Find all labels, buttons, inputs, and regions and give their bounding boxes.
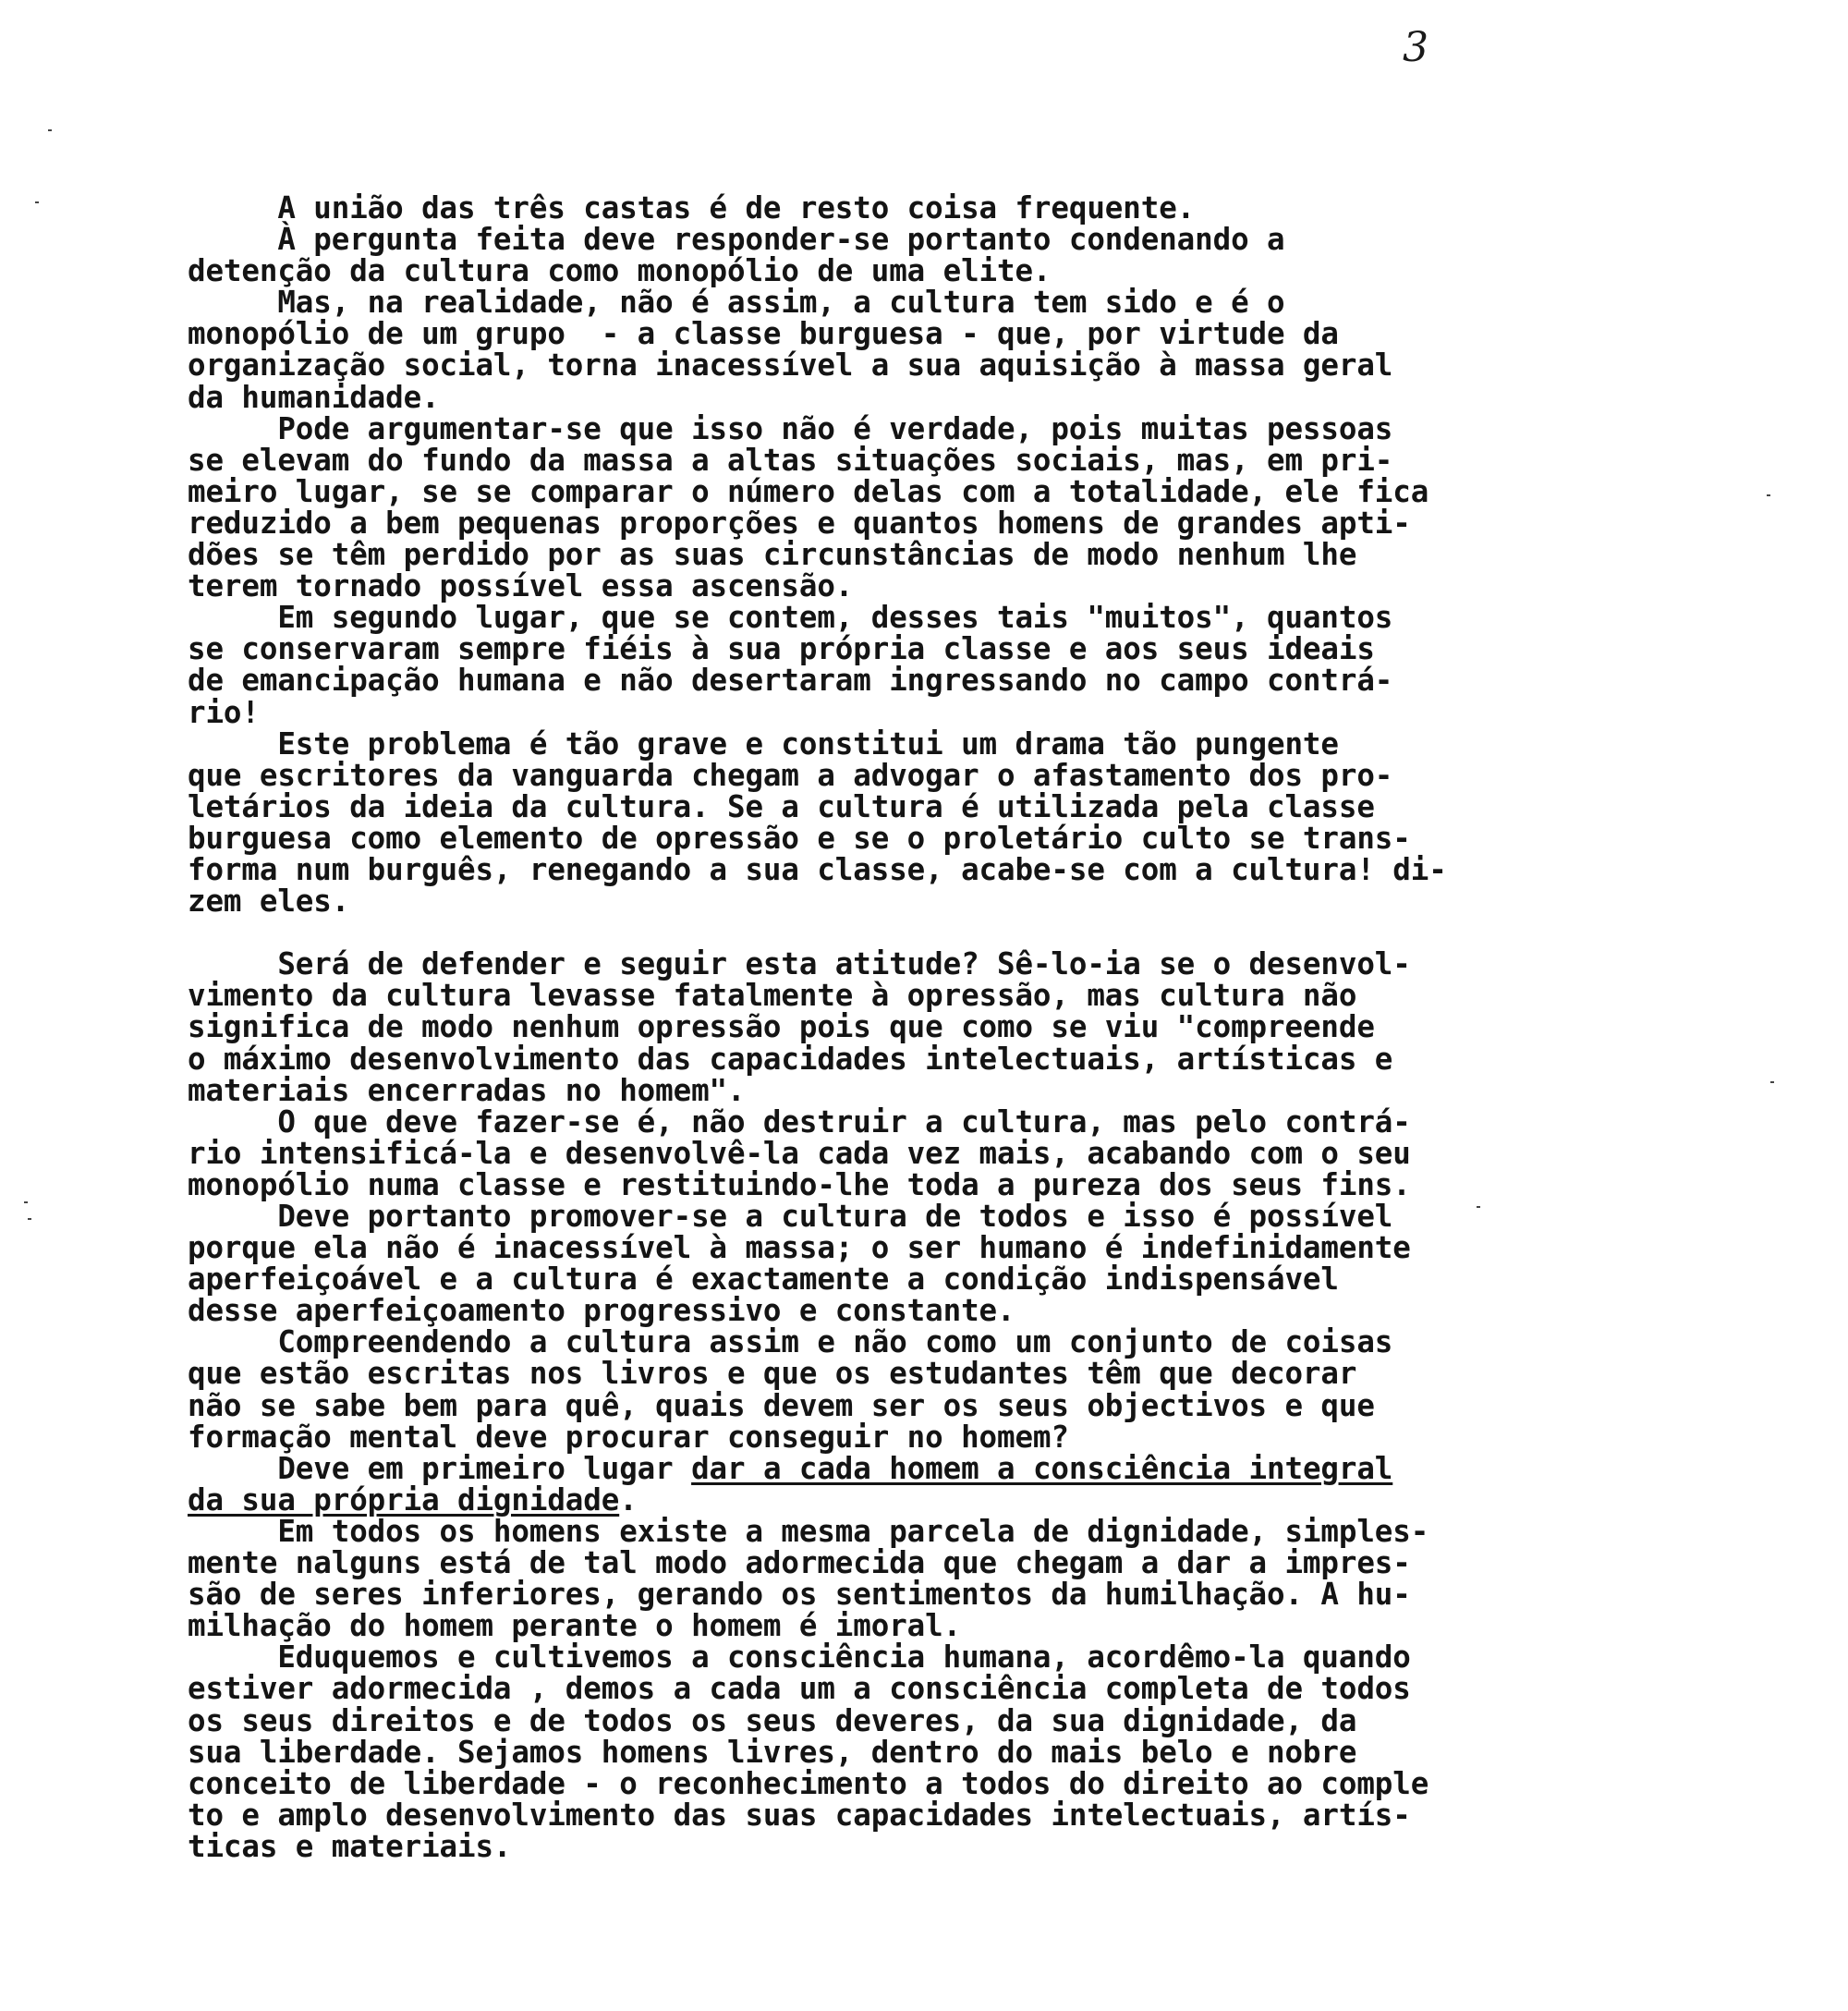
text-line: estiver adormecida , demos a cada um a consciência completa de todos xyxy=(188,1671,1411,1707)
text-line: se elevam do fundo da massa a altas situações sociais, mas, em pri- xyxy=(188,442,1393,478)
text-line: aperfeiçoável e a cultura é exactamente a condição indispensável xyxy=(188,1261,1339,1298)
text-line: desse aperfeiçoamento progressivo e constante. xyxy=(188,1293,1015,1329)
line-suffix: . xyxy=(619,1481,638,1517)
underlined-text-line xyxy=(188,1481,1777,1517)
text-line: letários da ideia da cultura. Se a cultura é utilizada pela classe xyxy=(188,788,1375,824)
text-line: formação mental deve procurar conseguir no homem? xyxy=(188,1419,1069,1455)
text-line: forma num burguês, renegando a sua classe, acabe-se com a cultura! di- xyxy=(188,851,1447,887)
underlined-text-line xyxy=(188,1450,1777,1486)
text-line: o máximo desenvolvimento das capacidades intelectuais, artísticas e xyxy=(188,1041,1393,1077)
underlined-phrase: da sua própria dignidade xyxy=(188,1481,620,1517)
text-line: reduzido a bem pequenas proporções e quantos homens de grandes apti- xyxy=(188,505,1411,541)
text-line: significa de modo nenhum opressão pois que como se viu "compreende xyxy=(188,1009,1375,1045)
text-line: Este problema é tão grave e constitui um drama tão pungente xyxy=(188,725,1339,762)
text-line: são de seres inferiores, gerando os sentimentos da humilhação. A hu- xyxy=(188,1577,1411,1613)
text-line: Em segundo lugar, que se contem, desses tais "muitos", quantos xyxy=(188,600,1393,636)
text-line: milhação do homem perante o homem é imoral. xyxy=(188,1608,962,1644)
text-line: porque ela não é inacessível à massa; o ser humano é indefinidamente xyxy=(188,1230,1411,1266)
text-line: materiais encerradas no homem". xyxy=(188,1072,746,1108)
text-line: À pergunta feita deve responder-se portanto condenando a xyxy=(188,222,1285,258)
text-line: Mas, na realidade, não é assim, a cultura tem sido e é o xyxy=(188,285,1285,321)
blank-line xyxy=(188,917,1777,948)
text-line: ticas e materiais. xyxy=(188,1828,512,1864)
text-line: monopólio de um grupo - a classe burguesa - que, por virtude da xyxy=(188,316,1339,352)
scan-speck xyxy=(35,201,39,203)
text-line: meiro lugar, se se comparar o número delas com a totalidade, ele fica xyxy=(188,473,1429,509)
text-line: conceito de liberdade - o reconhecimento a todos do direito ao comple xyxy=(188,1765,1429,1801)
page-number: 3 xyxy=(1403,24,1429,71)
text-line: Será de defender e seguir esta atitude? Sê-lo-ia se o desenvol- xyxy=(188,946,1411,982)
text-line: monopólio numa classe e restituindo-lhe toda a pureza dos seus fins. xyxy=(188,1166,1411,1202)
scan-speck xyxy=(28,1218,31,1220)
underlined-phrase: dar a cada homem a consciência integral xyxy=(691,1450,1393,1486)
text-line: não se sabe bem para quê, quais devem ser os seus objectivos e que xyxy=(188,1387,1375,1423)
line-prefix: Deve em primeiro lugar xyxy=(188,1450,692,1486)
text-line: de emancipação humana e não desertaram ingressando no campo contrá- xyxy=(188,663,1393,699)
text-line: detenção da cultura como monopólio de uma elite. xyxy=(188,253,1052,289)
text-line: da humanidade. xyxy=(188,379,440,415)
text-line: zem eles. xyxy=(188,884,350,920)
text-line: mente nalguns está de tal modo adormecida que chegam a dar a impres- xyxy=(188,1545,1411,1581)
text-line: Compreendendo a cultura assim e não como um conjunto de coisas xyxy=(188,1324,1393,1360)
text-line: Eduquemos e cultivemos a consciência humana, acordêmo-la quando xyxy=(188,1639,1411,1676)
text-line: sua liberdade. Sejamos homens livres, dentro do mais belo e nobre xyxy=(188,1734,1357,1770)
scan-speck xyxy=(48,129,52,131)
scan-speck xyxy=(1770,1081,1774,1083)
text-line: O que deve fazer-se é, não destruir a cultura, mas pelo contrá- xyxy=(188,1103,1411,1140)
text-line: Pode argumentar-se que isso não é verdade, pois muitas pessoas xyxy=(188,410,1393,446)
text-line: burguesa como elemento de opressão e se o proletário culto se trans- xyxy=(188,820,1411,856)
text-line: Deve portanto promover-se a cultura de todos e isso é possível xyxy=(188,1199,1393,1234)
text-line: terem tornado possível essa ascensão. xyxy=(188,568,854,604)
scan-speck xyxy=(24,1201,28,1203)
text-line: dões se têm perdido por as suas circunstâncias de modo nenhum lhe xyxy=(188,537,1357,573)
scan-speck xyxy=(1477,1206,1480,1208)
text-line: vimento da cultura levasse fatalmente à opressão, mas cultura não xyxy=(188,978,1357,1014)
text-line: que escritores da vanguarda chegam a advogar o afastamento dos pro- xyxy=(188,757,1393,793)
text-line: to e amplo desenvolvimento das suas capacidades intelectuais, artís- xyxy=(188,1797,1411,1833)
text-line: A união das três castas é de resto coisa frequente. xyxy=(188,190,1196,225)
text-line: rio intensificá-la e desenvolvê-la cada vez mais, acabando com o seu xyxy=(188,1135,1411,1171)
text-line: se conservaram sempre fiéis à sua própria classe e aos seus ideais xyxy=(188,631,1375,667)
scan-speck xyxy=(1767,494,1770,496)
text-line: os seus direitos e de todos os seus deveres, da sua dignidade, da xyxy=(188,1702,1357,1738)
text-line: organização social, torna inacessível a sua aquisição à massa geral xyxy=(188,347,1393,384)
typed-text-body xyxy=(188,192,1777,1862)
text-line: que estão escritas nos livros e que os estudantes têm que decorar xyxy=(188,1356,1357,1392)
text-line: rio! xyxy=(188,694,260,730)
text-line: Em todos os homens existe a mesma parcela de dignidade, simples- xyxy=(188,1513,1429,1549)
